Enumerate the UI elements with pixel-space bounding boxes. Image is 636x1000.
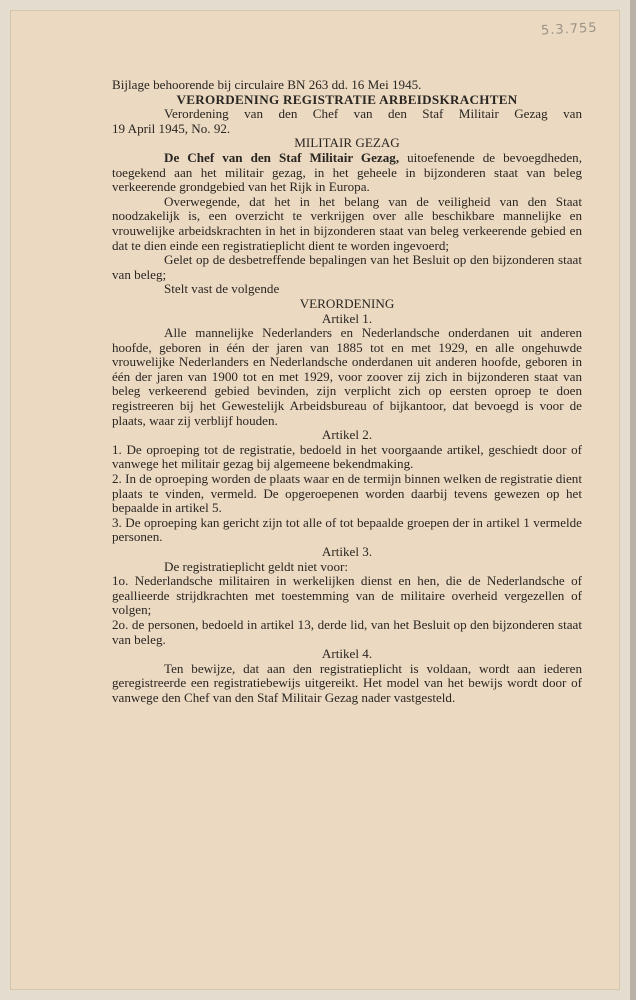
article-2-item-3: 3. De oproeping kan gericht zijn tot alle of tot bepaalde groepen der in artikel 1 vermelde personen. <box>112 514 582 545</box>
authority-heading: MILITAIR GEZAG <box>294 135 400 151</box>
article-3-item-2: 2o. de personen, bedoeld in artikel 13, derde lid, van het Besluit op den bijzonderen staat van beleg. <box>112 616 582 647</box>
intro-line-2: 19 April 1945, No. 92. <box>112 120 231 136</box>
document-title: VERORDENING REGISTRATIE ARBEIDSKRACHTEN <box>176 91 518 107</box>
decree-paragraph <box>112 151 582 195</box>
regarding-paragraph: Gelet op de desbetreffende bepalingen van het Besluit op den bijzonderen staat van beleg; <box>112 252 582 282</box>
ordinance-heading: VERORDENING <box>299 295 395 311</box>
article-1-heading: Artikel 1. <box>321 310 373 326</box>
intro-line-1: Verordening van den Chef van den Staf Militair Gezag van <box>164 106 582 122</box>
document-sheet <box>10 10 620 990</box>
article-2-heading: Artikel 2. <box>321 427 373 443</box>
document-body <box>112 78 582 706</box>
article-3-heading: Artikel 3. <box>321 544 373 559</box>
article-1-text: Alle mannelijke Nederlanders en Nederlandsche onderdanen uit anderen hoofde, geboren in één der jaren van 1885 tot en met 1929, en alle ongehuwde vrouwelijke Nederlanders en Nederlandsche onderdanen uit anderen hoofde, geboren in één der jaren van 1900 tot en met 1929, voor zoover zij zich in bijzonderen staat van beleg verkeerend gebied bevinden, zijn verplicht zich op eersten oproep te doen registreeren bij het Gewestelijk Arbeidsbureau of bijkantoor, dat bevoegd is voor de plaats, waar zij verblijf houden. <box>112 325 582 428</box>
archive-pencil-mark: 5.3.755 <box>541 20 599 39</box>
preamble-line: Bijlage behoorende bij circulaire BN 263 dd. 16 Mei 1945. <box>112 77 422 92</box>
article-2-item-2: 2. In de oproeping worden de plaats waar en de termijn binnen welken de registratie dient plaats te vinden, vermeld. De opgeroepenen worden daarbij tevens gewezen op het bepaalde in artikel 5. <box>112 471 582 516</box>
article-4-text: Ten bewijze, dat aan den registratieplicht is voldaan, wordt aan iederen geregistreerde een registratiebewijs uitgereikt. Het model van het bewijs wordt door of vanwege den Chef van den Staf Militair Gezag nader vastgesteld. <box>112 660 582 705</box>
article-3-item-1: 1o. Nederlandsche militairen in werkelijken dienst en hen, die de Nederlandsche of geallieerde strijdkrachten met toestemming van de militaire overheid vergezellen of volgen; <box>112 573 582 618</box>
article-2-item-1: 1. De oproeping tot de registratie, bedoeld in het voorgaande artikel, geschiedt door of vanwege het militair gezag bij algemeene bekendmaking. <box>112 441 582 472</box>
establishes-line: Stelt vast de volgende <box>164 281 280 297</box>
article-4-heading: Artikel 4. <box>321 646 373 662</box>
decree-text: uitoefenende de bevoegdheden, toegekend aan het militair gezag, in het geheele in bijzonderen staat van beleg verkeerende grondgebied van het Rijk in Europa. <box>112 149 582 195</box>
article-3-lead: De registratieplicht geldt niet voor: <box>164 558 348 574</box>
decree-authority: De Chef van den Staf Militair Gezag, <box>164 149 400 165</box>
considering-paragraph: Overwegende, dat het in het belang van de veiligheid van den Staat noodzakelijk is, een overzicht te verkrijgen over alle beschikbare mannelijke en vrouwelijke arbeidskrachten in het in bijzonderen staat van beleg verkeerende gebied en dat te dien einde een registratieplicht dient te worden ingevoerd; <box>112 193 582 253</box>
